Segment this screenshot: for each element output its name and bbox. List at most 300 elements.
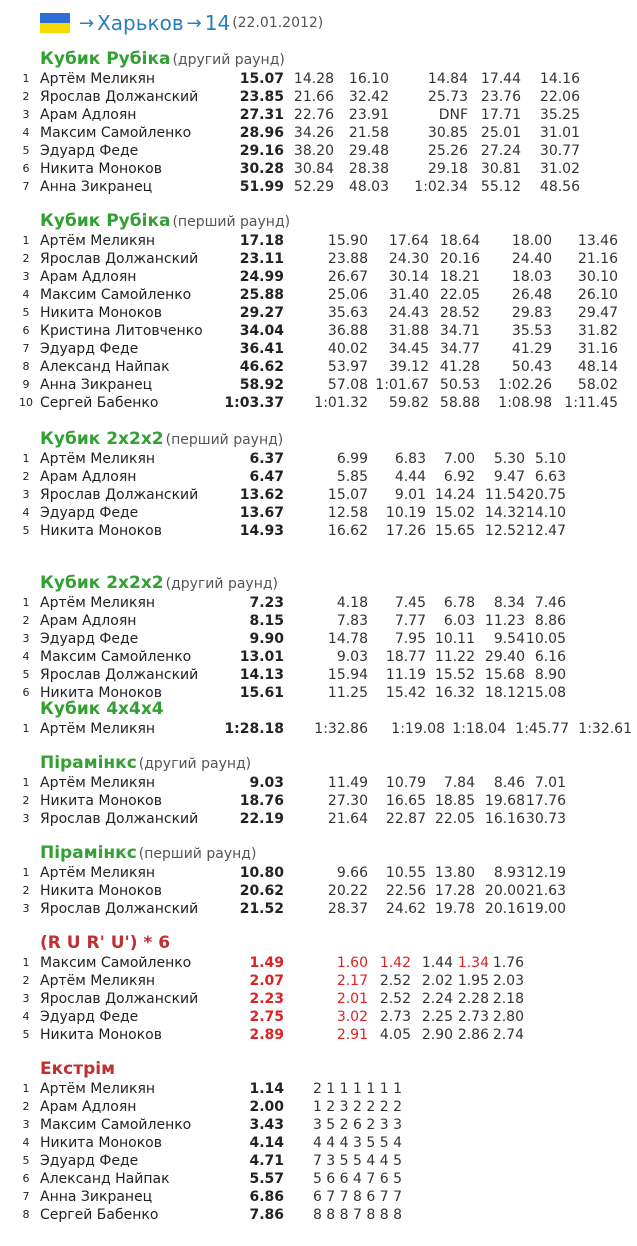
attempt-time: 11.22 <box>434 649 475 665</box>
rank-number: 6 <box>22 686 30 699</box>
best-result: 13.67 <box>239 505 284 521</box>
attempt-time: 8.86 <box>534 613 566 629</box>
attempt-time: 26.48 <box>511 287 552 303</box>
results-table <box>0 70 637 196</box>
competitor-name: Никита Моноков <box>40 523 163 539</box>
attempt-time: 7.00 <box>443 451 475 467</box>
competitor-name: Кристина Литовченко <box>40 323 203 339</box>
attempt-time: 15.52 <box>434 667 475 683</box>
attempt-time: 30.77 <box>539 143 580 159</box>
result-row <box>0 70 637 88</box>
breadcrumb-event-number: 14 <box>204 11 231 35</box>
rank-number: 3 <box>22 488 30 501</box>
attempt-time: 22.87 <box>385 811 426 827</box>
results-table <box>0 954 637 1044</box>
attempt-time: 2.03 <box>492 973 524 989</box>
best-result: 24.99 <box>239 269 284 285</box>
event-round: (другий раунд) <box>172 52 285 68</box>
attempt-time: 29.40 <box>484 649 525 665</box>
attempt-time: 17.76 <box>525 793 566 809</box>
best-result: 4.71 <box>249 1153 284 1169</box>
attempt-time: 20.16 <box>439 251 480 267</box>
best-result: 14.13 <box>239 667 284 683</box>
attempt-time: 2.52 <box>379 973 411 989</box>
attempt-time: 24.43 <box>388 305 429 321</box>
best-result: 2.89 <box>249 1027 284 1043</box>
competitor-name: Арам Адлоян <box>40 469 137 485</box>
event-section <box>0 932 637 1044</box>
attempt-time: 14.84 <box>427 71 468 87</box>
attempt-time: 17.64 <box>388 233 429 249</box>
attempt-time: 6.99 <box>336 451 368 467</box>
attempt-time: 21.64 <box>327 811 368 827</box>
result-row <box>0 1134 637 1152</box>
attempt-time: 35.63 <box>327 305 368 321</box>
rank-number: 1 <box>22 776 30 789</box>
attempt-time: 34.45 <box>388 341 429 357</box>
event-name: Пірамінкс <box>40 753 137 773</box>
attempt-time: 39.12 <box>388 359 429 375</box>
attempt-time: 6.92 <box>443 469 475 485</box>
result-row <box>0 666 637 684</box>
attempt-time: 6.16 <box>534 649 566 665</box>
results-table <box>0 1080 637 1224</box>
rank-number: 1 <box>22 722 30 735</box>
attempt-time: 14.16 <box>539 71 580 87</box>
rank-number: 4 <box>22 506 30 519</box>
result-row <box>0 630 637 648</box>
best-result: 2.23 <box>249 991 284 1007</box>
attempt-time: 14.24 <box>434 487 475 503</box>
attempt-time: 14.10 <box>525 505 566 521</box>
competitor-name: Артём Меликян <box>40 721 156 737</box>
rank-number: 4 <box>22 1136 30 1149</box>
best-result: 2.00 <box>249 1099 284 1115</box>
ukraine-flag-icon <box>40 13 70 33</box>
rank-number: 3 <box>22 1118 30 1131</box>
attempt-time: 58.02 <box>577 377 618 393</box>
attempt-time: 6.78 <box>443 595 475 611</box>
attempt-time: 25.01 <box>480 125 521 141</box>
event-title <box>40 752 251 774</box>
event-section <box>0 48 637 196</box>
attempt-time: 18.77 <box>385 649 426 665</box>
competitor-name: Арам Адлоян <box>40 269 137 285</box>
results-table <box>0 774 637 828</box>
best-result: 13.01 <box>239 649 284 665</box>
competitor-name: Максим Самойленко <box>40 125 192 141</box>
attempt-time: 21.63 <box>525 883 566 899</box>
attempt-time: 35.25 <box>539 107 580 123</box>
attempt-time: 2.17 <box>336 973 368 989</box>
competitor-name: Анна Зикранец <box>40 179 153 195</box>
attempt-time: 40.02 <box>327 341 368 357</box>
attempt-time: 5.85 <box>336 469 368 485</box>
attempt-time: 15.90 <box>327 233 368 249</box>
attempt-time: 22.05 <box>434 811 475 827</box>
attempt-time: 2.73 <box>379 1009 411 1025</box>
attempt-time: 7.83 <box>336 613 368 629</box>
attempt-time: 7.84 <box>443 775 475 791</box>
attempt-time: 15.42 <box>385 685 426 701</box>
attempt-time: 3 5 2 6 2 3 3 <box>312 1117 402 1133</box>
event-name: Пірамінкс <box>40 843 137 863</box>
attempt-time: 9.66 <box>336 865 368 881</box>
result-row <box>0 286 637 304</box>
attempt-time: 2.91 <box>336 1027 368 1043</box>
result-row <box>0 486 637 504</box>
attempt-time: 25.73 <box>427 89 468 105</box>
attempt-time: 2.52 <box>379 991 411 1007</box>
attempt-time: 2.86 <box>457 1027 489 1043</box>
result-row <box>0 1188 637 1206</box>
breadcrumb-city-link[interactable]: Харьков <box>97 11 184 35</box>
best-result: 36.41 <box>239 341 284 357</box>
results-table <box>0 594 637 702</box>
rank-number: 2 <box>22 470 30 483</box>
result-row <box>0 594 637 612</box>
attempt-time: 6 7 7 8 6 7 7 <box>312 1189 402 1205</box>
attempt-time: 21.58 <box>348 125 389 141</box>
attempt-time: 2.28 <box>457 991 489 1007</box>
attempt-time: 48.14 <box>577 359 618 375</box>
competitor-name: Александ Найпак <box>40 1171 170 1187</box>
result-row <box>0 522 637 540</box>
result-row <box>0 1206 637 1224</box>
attempt-time: 34.71 <box>439 323 480 339</box>
attempt-time: 16.65 <box>385 793 426 809</box>
attempt-time: 35.53 <box>511 323 552 339</box>
result-row <box>0 900 637 918</box>
result-row <box>0 450 637 468</box>
rank-number: 9 <box>22 378 30 391</box>
attempt-time: 9.01 <box>394 487 426 503</box>
results-table <box>0 864 637 918</box>
result-row <box>0 504 637 522</box>
result-row <box>0 178 637 196</box>
attempt-time: 32.42 <box>348 89 389 105</box>
attempt-time: 20.00 <box>484 883 525 899</box>
rank-number: 8 <box>22 1208 30 1221</box>
breadcrumb-date: (22.01.2012) <box>232 15 324 31</box>
attempt-time: 17.71 <box>480 107 521 123</box>
event-section <box>0 572 637 702</box>
result-row <box>0 1026 637 1044</box>
breadcrumb-arrow: → <box>186 12 202 34</box>
event-title <box>40 842 256 864</box>
best-result: 15.07 <box>239 71 284 87</box>
best-result: 8.15 <box>249 613 284 629</box>
rank-number: 1 <box>22 72 30 85</box>
attempt-time: 1:01.67 <box>375 377 429 393</box>
attempt-time: 20.75 <box>525 487 566 503</box>
event-name: Екстрім <box>40 1059 115 1079</box>
rank-number: 8 <box>22 360 30 373</box>
best-result: 10.80 <box>239 865 284 881</box>
attempt-time: 10.19 <box>385 505 426 521</box>
competitor-name: Ярослав Должанский <box>40 991 199 1007</box>
event-section <box>0 842 637 918</box>
attempt-time: 30.14 <box>388 269 429 285</box>
rank-number: 3 <box>22 108 30 121</box>
attempt-time: 8.34 <box>493 595 525 611</box>
attempt-time: 22.06 <box>539 89 580 105</box>
best-result: 7.23 <box>249 595 284 611</box>
best-result: 13.62 <box>239 487 284 503</box>
best-result: 23.11 <box>239 251 284 267</box>
attempt-time: 21.66 <box>293 89 334 105</box>
attempt-time: 30.10 <box>577 269 618 285</box>
attempt-time: 18.12 <box>484 685 525 701</box>
attempt-time: DNF <box>438 107 468 123</box>
best-result: 2.07 <box>249 973 284 989</box>
attempt-time: 23.76 <box>480 89 521 105</box>
attempt-time: 53.97 <box>327 359 368 375</box>
attempt-time: 41.28 <box>439 359 480 375</box>
attempt-time: 31.01 <box>539 125 580 141</box>
rank-number: 1 <box>22 956 30 969</box>
attempt-time: 1:32.86 <box>314 721 368 737</box>
best-result: 17.18 <box>239 233 284 249</box>
attempt-time: 30.73 <box>525 811 566 827</box>
rank-number: 5 <box>22 1028 30 1041</box>
competitor-name: Артём Меликян <box>40 71 156 87</box>
competitor-name: Анна Зикранец <box>40 377 153 393</box>
result-row <box>0 376 637 394</box>
best-result: 25.88 <box>239 287 284 303</box>
rank-number: 3 <box>22 992 30 1005</box>
attempt-time: 17.26 <box>385 523 426 539</box>
rank-number: 1 <box>22 234 30 247</box>
attempt-time: 10.55 <box>385 865 426 881</box>
attempt-time: 1.95 <box>457 973 489 989</box>
rank-number: 5 <box>22 306 30 319</box>
attempt-time: 16.62 <box>327 523 368 539</box>
result-row <box>0 810 637 828</box>
attempt-time: 59.82 <box>388 395 429 411</box>
attempt-time: 5.30 <box>493 451 525 467</box>
competitor-name: Эдуард Феде <box>40 341 139 357</box>
attempt-time: 8.46 <box>493 775 525 791</box>
attempt-time: 17.28 <box>434 883 475 899</box>
rank-number: 4 <box>22 1010 30 1023</box>
attempt-time: 10.11 <box>434 631 475 647</box>
rank-number: 10 <box>19 396 33 409</box>
event-round: (другий раунд) <box>138 756 252 772</box>
result-row <box>0 322 637 340</box>
best-result: 58.92 <box>239 377 284 393</box>
result-row <box>0 124 637 142</box>
result-row <box>0 88 637 106</box>
best-result: 5.57 <box>249 1171 284 1187</box>
result-row <box>0 340 637 358</box>
competitor-name: Эдуард Феде <box>40 1153 139 1169</box>
attempt-time: 31.02 <box>539 161 580 177</box>
result-row <box>0 972 637 990</box>
rank-number: 3 <box>22 632 30 645</box>
attempt-time: 48.03 <box>348 179 389 195</box>
result-row <box>0 954 637 972</box>
attempt-time: 24.40 <box>511 251 552 267</box>
competitor-name: Ярослав Должанский <box>40 667 199 683</box>
competitor-name: Ярослав Должанский <box>40 251 199 267</box>
attempt-time: 16.32 <box>434 685 475 701</box>
attempt-time: 15.02 <box>434 505 475 521</box>
attempt-time: 11.54 <box>484 487 525 503</box>
event-section <box>0 1058 637 1224</box>
attempt-time: 24.62 <box>385 901 426 917</box>
attempt-time: 6.83 <box>394 451 426 467</box>
competitor-name: Арам Адлоян <box>40 1099 137 1115</box>
best-result: 6.37 <box>249 451 284 467</box>
competitor-name: Максим Самойленко <box>40 649 192 665</box>
attempt-time: 1:02.34 <box>414 179 468 195</box>
competitor-name: Ярослав Должанский <box>40 901 199 917</box>
attempt-time: 4.05 <box>379 1027 411 1043</box>
attempt-time: 1:45.77 <box>515 721 569 737</box>
best-result: 30.28 <box>239 161 284 177</box>
attempt-time: 5 6 6 4 7 6 5 <box>312 1171 402 1187</box>
competitor-name: Максим Самойленко <box>40 955 192 971</box>
attempt-time: 1.44 <box>421 955 453 971</box>
attempt-time: 22.76 <box>293 107 334 123</box>
best-result: 7.86 <box>249 1207 284 1223</box>
attempt-time: 23.88 <box>327 251 368 267</box>
rank-number: 5 <box>22 144 30 157</box>
attempt-time: 12.58 <box>327 505 368 521</box>
best-result: 1.49 <box>249 955 284 971</box>
attempt-time: 15.08 <box>525 685 566 701</box>
attempt-time: 1:08.98 <box>498 395 552 411</box>
attempt-time: 3.02 <box>336 1009 368 1025</box>
attempt-time: 25.26 <box>427 143 468 159</box>
attempt-time: 55.12 <box>480 179 521 195</box>
attempt-time: 24.30 <box>388 251 429 267</box>
attempt-time: 1:02.26 <box>498 377 552 393</box>
attempt-time: 31.16 <box>577 341 618 357</box>
attempt-time: 2.25 <box>421 1009 453 1025</box>
result-row <box>0 882 637 900</box>
best-result: 1:28.18 <box>224 721 284 737</box>
best-result: 14.93 <box>239 523 284 539</box>
attempt-time: 22.56 <box>385 883 426 899</box>
competitor-name: Никита Моноков <box>40 685 163 701</box>
competitor-name: Максим Самойленко <box>40 287 192 303</box>
result-row <box>0 990 637 1008</box>
attempt-time: 5.10 <box>534 451 566 467</box>
attempt-time: 2.01 <box>336 991 368 1007</box>
attempt-time: 2.74 <box>492 1027 524 1043</box>
rank-number: 2 <box>22 90 30 103</box>
competitor-name: Сергей Бабенко <box>40 1207 159 1223</box>
competitor-name: Артём Меликян <box>40 865 156 881</box>
attempt-time: 28.52 <box>439 305 480 321</box>
attempt-time: 1.76 <box>492 955 524 971</box>
best-result: 4.14 <box>249 1135 284 1151</box>
competitor-name: Никита Моноков <box>40 1135 163 1151</box>
attempt-time: 20.22 <box>327 883 368 899</box>
competitor-name: Артём Меликян <box>40 233 156 249</box>
rank-number: 1 <box>22 596 30 609</box>
rank-number: 7 <box>22 180 30 193</box>
attempt-time: 8.93 <box>493 865 525 881</box>
result-row <box>0 160 637 178</box>
attempt-time: 31.82 <box>577 323 618 339</box>
attempt-time: 58.88 <box>439 395 480 411</box>
attempt-time: 38.20 <box>293 143 334 159</box>
attempt-time: 19.68 <box>484 793 525 809</box>
event-title <box>40 698 164 720</box>
result-row <box>0 1116 637 1134</box>
attempt-time: 28.37 <box>327 901 368 917</box>
competitor-name: Анна Зикранец <box>40 1189 153 1205</box>
attempt-time: 18.03 <box>511 269 552 285</box>
attempt-time: 29.48 <box>348 143 389 159</box>
attempt-time: 27.24 <box>480 143 521 159</box>
rank-number: 2 <box>22 614 30 627</box>
event-title <box>40 48 285 70</box>
attempt-time: 14.32 <box>484 505 525 521</box>
results-table <box>0 450 637 540</box>
competitor-name: Артём Меликян <box>40 775 156 791</box>
best-result: 46.62 <box>239 359 284 375</box>
attempt-time: 27.30 <box>327 793 368 809</box>
attempt-time: 8.90 <box>534 667 566 683</box>
attempt-time: 28.38 <box>348 161 389 177</box>
event-name: Кубик Рубіка <box>40 49 171 69</box>
attempt-time: 9.03 <box>336 649 368 665</box>
attempt-time: 7.46 <box>534 595 566 611</box>
attempt-time: 30.84 <box>293 161 334 177</box>
competitor-name: Ярослав Должанский <box>40 811 199 827</box>
rank-number: 7 <box>22 1190 30 1203</box>
competitor-name: Артём Меликян <box>40 595 156 611</box>
rank-number: 5 <box>22 1154 30 1167</box>
competitor-name: Эдуард Феде <box>40 505 139 521</box>
best-result: 29.27 <box>239 305 284 321</box>
flag-blue-stripe <box>40 13 70 23</box>
attempt-time: 29.83 <box>511 305 552 321</box>
rank-number: 5 <box>22 524 30 537</box>
attempt-time: 14.78 <box>327 631 368 647</box>
best-result: 3.43 <box>249 1117 284 1133</box>
attempt-time: 31.40 <box>388 287 429 303</box>
event-section <box>0 428 637 540</box>
attempt-time: 7.95 <box>394 631 426 647</box>
rank-number: 7 <box>22 342 30 355</box>
result-row <box>0 1008 637 1026</box>
event-title <box>40 572 278 594</box>
result-row <box>0 106 637 124</box>
attempt-time: 10.79 <box>385 775 426 791</box>
attempt-time: 11.23 <box>484 613 525 629</box>
best-result: 6.86 <box>249 1189 284 1205</box>
rank-number: 2 <box>22 974 30 987</box>
rank-number: 4 <box>22 126 30 139</box>
competitor-name: Максим Самойленко <box>40 1117 192 1133</box>
attempt-time: 1 2 3 2 2 2 2 <box>312 1099 402 1115</box>
attempt-time: 11.49 <box>327 775 368 791</box>
competitor-name: Никита Моноков <box>40 161 163 177</box>
competitor-name: Ярослав Должанский <box>40 487 199 503</box>
best-result: 28.96 <box>239 125 284 141</box>
attempt-time: 31.88 <box>388 323 429 339</box>
attempt-time: 30.85 <box>427 125 468 141</box>
rank-number: 1 <box>22 452 30 465</box>
attempt-time: 2.02 <box>421 973 453 989</box>
attempt-time: 34.26 <box>293 125 334 141</box>
attempt-time: 7.77 <box>394 613 426 629</box>
